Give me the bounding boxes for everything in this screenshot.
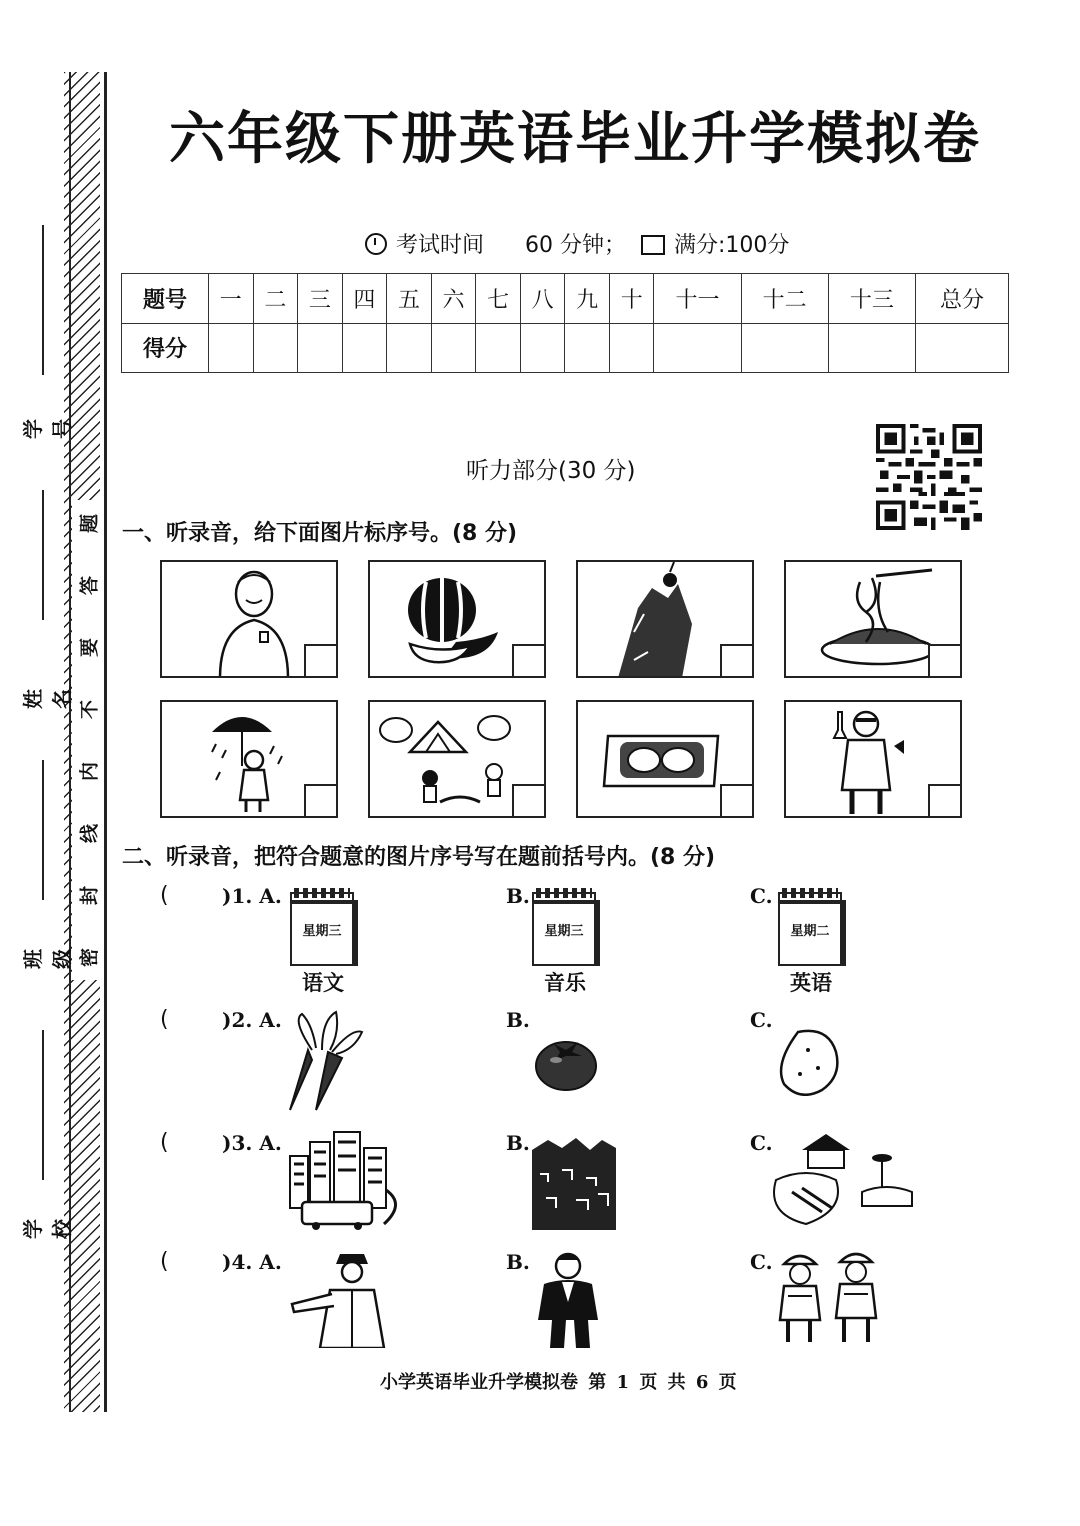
- businessman-icon: [534, 1250, 604, 1350]
- watermelon-icon: [370, 562, 518, 678]
- option-letter: C.: [750, 884, 773, 908]
- tomato-icon: [532, 1030, 602, 1094]
- col-header: 一: [209, 274, 254, 324]
- part1-instruction: 一、听录音，给下面图片标序号。(8 分): [122, 521, 518, 546]
- option-letter: C.: [750, 1008, 773, 1032]
- option-letter: B.: [506, 884, 530, 908]
- col-header: 九: [565, 274, 610, 324]
- picture-dumplings: [576, 700, 754, 818]
- picture-scientist: [784, 700, 962, 818]
- police-officer-icon: [288, 1250, 410, 1348]
- picture-camping: [368, 700, 546, 818]
- picture-grandpa: [160, 560, 338, 678]
- city-icon: [286, 1130, 410, 1230]
- exam-info: [365, 228, 789, 259]
- calendar-icon: [290, 892, 354, 966]
- seal-char: 要: [78, 638, 101, 658]
- number-box[interactable]: [512, 644, 544, 676]
- picture-rain: [160, 700, 338, 818]
- park-pavilion-icon: [772, 1130, 916, 1228]
- clock-icon: [365, 233, 387, 255]
- name-label: 姓名: [21, 689, 74, 709]
- option-caption: 音乐: [544, 971, 586, 995]
- camping-icon: [370, 702, 518, 818]
- seal-char: 题: [78, 514, 101, 534]
- margin-line-inner: [104, 72, 107, 1412]
- number-box[interactable]: [928, 784, 960, 816]
- col-header: 总分: [916, 274, 1009, 324]
- score-cell[interactable]: [298, 323, 343, 373]
- col-header: 三: [298, 274, 343, 324]
- col-header: 十三: [828, 274, 915, 324]
- time-label: 考试时间: [396, 233, 485, 258]
- seal-char: 答: [78, 576, 101, 596]
- name-line: [42, 490, 44, 620]
- time-value: 60 分钟；: [525, 233, 627, 258]
- number-box[interactable]: [304, 784, 336, 816]
- score-cell[interactable]: [654, 323, 741, 373]
- part2-instruction: 二、听录音，把符合题意的图片序号写在题前括号内。(8 分): [122, 845, 716, 870]
- scientist-icon: [786, 702, 934, 818]
- option-letter: B.: [506, 1131, 530, 1155]
- score-cell[interactable]: [209, 323, 254, 373]
- score-cell[interactable]: [741, 323, 828, 373]
- class-label: 班级: [21, 949, 74, 969]
- question-number: )1. A.: [222, 884, 282, 908]
- score-label: 满分:100分: [674, 233, 790, 258]
- seal-char: 封: [78, 886, 101, 906]
- score-cell[interactable]: [387, 323, 432, 373]
- score-cell[interactable]: [253, 323, 298, 373]
- question-number: )3. A.: [222, 1131, 282, 1155]
- mountain-village-icon: [532, 1134, 616, 1230]
- col-header: 十一: [654, 274, 741, 324]
- number-box[interactable]: [304, 644, 336, 676]
- score-cell[interactable]: [476, 323, 521, 373]
- number-box[interactable]: [720, 784, 752, 816]
- question-number: )4. A.: [222, 1250, 282, 1274]
- workers-icon: [770, 1250, 886, 1346]
- calendar-icon: [778, 892, 842, 966]
- seal-char: 密: [78, 948, 101, 968]
- student-id-label: 学号: [21, 419, 74, 439]
- picture-climbing: [576, 560, 754, 678]
- col-header: 四: [342, 274, 387, 324]
- noodles-icon: [786, 562, 934, 678]
- number-box[interactable]: [512, 784, 544, 816]
- answer-bracket[interactable]: (: [160, 883, 169, 908]
- calendar-text: 星期三: [544, 924, 584, 939]
- listening-section-title: 听力部分(30 分): [466, 458, 636, 484]
- page-title: 六年级下册英语毕业升学模拟卷: [169, 107, 981, 172]
- calendar-text: 星期二: [790, 924, 830, 939]
- picture-watermelon: [368, 560, 546, 678]
- class-line: [42, 760, 44, 900]
- seal-char: 线: [78, 824, 101, 844]
- row-header: 得分: [122, 323, 209, 373]
- answer-bracket[interactable]: (: [160, 1130, 169, 1155]
- option-letter: C.: [750, 1131, 773, 1155]
- calendar-icon: [532, 892, 596, 966]
- score-cell[interactable]: [565, 323, 610, 373]
- col-header: 五: [387, 274, 432, 324]
- seal-char: 内: [78, 762, 101, 782]
- col-header: 十: [609, 274, 654, 324]
- carrot-icon: [278, 1010, 368, 1114]
- score-cell[interactable]: [609, 323, 654, 373]
- question-number: )2. A.: [222, 1008, 282, 1032]
- grandpa-icon: [162, 562, 310, 678]
- school-label: 学校: [21, 1219, 74, 1239]
- school-line: [42, 1030, 44, 1180]
- number-box[interactable]: [928, 644, 960, 676]
- option-letter: B.: [506, 1008, 530, 1032]
- potato-icon: [778, 1026, 842, 1096]
- answer-bracket[interactable]: (: [160, 1007, 169, 1032]
- row-header: 题号: [122, 274, 209, 324]
- score-cell[interactable]: [520, 323, 565, 373]
- score-cell[interactable]: [431, 323, 476, 373]
- dumplings-icon: [578, 702, 726, 818]
- score-cell[interactable]: [828, 323, 915, 373]
- qr-code-icon: [876, 424, 982, 530]
- score-cell[interactable]: [916, 323, 1009, 373]
- option-letter: C.: [750, 1250, 773, 1274]
- col-header: 七: [476, 274, 521, 324]
- answer-bracket[interactable]: (: [160, 1249, 169, 1274]
- mountain-climbing-icon: [578, 562, 726, 678]
- col-header: 八: [520, 274, 565, 324]
- picture-noodles: [784, 560, 962, 678]
- col-header: 十二: [741, 274, 828, 324]
- option-letter: B.: [506, 1250, 530, 1274]
- umbrella-rain-icon: [162, 702, 310, 818]
- calendar-text: 星期三: [302, 924, 342, 939]
- col-header: 二: [253, 274, 298, 324]
- score-cell[interactable]: [342, 323, 387, 373]
- page-footer: 小学英语毕业升学模拟卷 第 1 页 共 6 页: [380, 1372, 737, 1393]
- col-header: 六: [431, 274, 476, 324]
- number-box[interactable]: [720, 644, 752, 676]
- student-id-line: [42, 225, 44, 375]
- score-table: [121, 273, 1009, 373]
- option-caption: 英语: [790, 971, 832, 995]
- seal-char: 不: [78, 700, 101, 720]
- option-caption: 语文: [302, 971, 344, 995]
- score-icon: [641, 235, 665, 255]
